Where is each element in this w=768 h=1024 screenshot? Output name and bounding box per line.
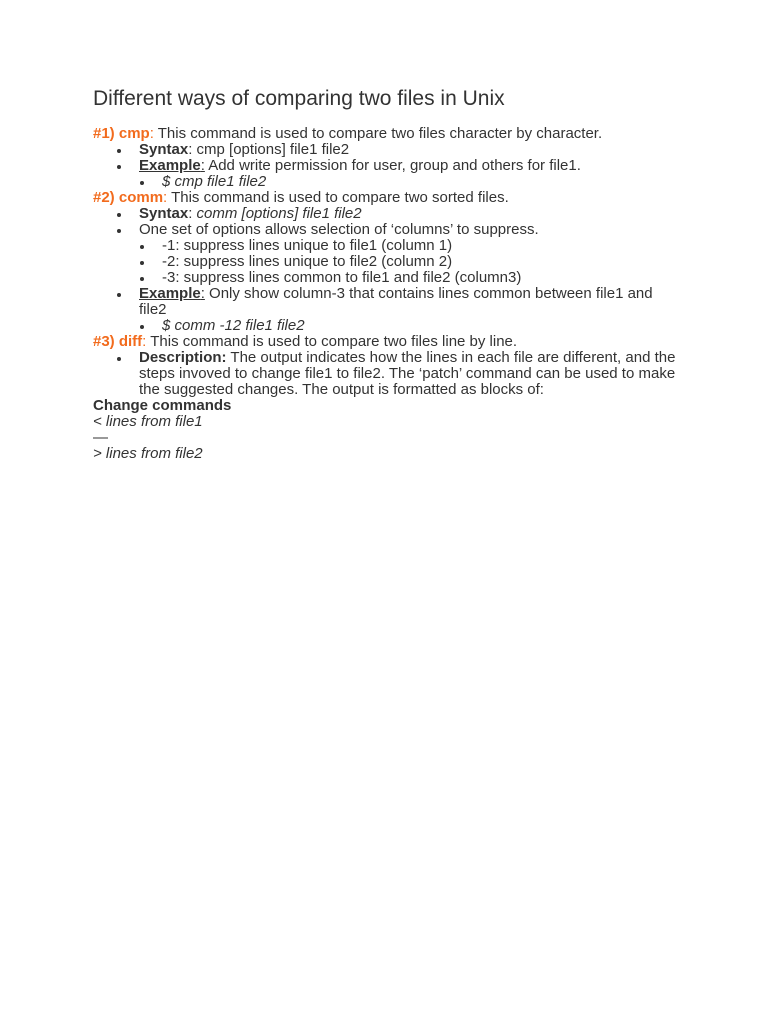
page-title: Different ways of comparing two files in Unix <box>93 87 505 110</box>
comm-label: #2) comm <box>93 189 164 206</box>
diff-intro <box>93 334 683 350</box>
comm-option: -3: suppress lines common to file1 and file2 (column3) <box>162 270 683 286</box>
cmp-intro <box>93 126 683 142</box>
comm-syntax-label: Syntax <box>139 205 189 222</box>
diff-label: #3) diff <box>93 333 143 350</box>
cmp-colon: : <box>149 125 154 142</box>
comm-description: This command is used to compare two sorted files. <box>167 189 509 206</box>
cmp-syntax-label: Syntax <box>139 141 189 158</box>
cmp-syntax-value: cmp [options] file1 file2 <box>192 141 350 158</box>
comm-example-sublist <box>139 318 683 334</box>
comm-example-item <box>139 286 683 334</box>
comm-example-colon: : <box>200 285 205 302</box>
cmp-example-command <box>162 174 683 190</box>
comm-syntax-value: comm [options] file1 file2 <box>192 205 362 222</box>
comm-intro <box>93 190 683 206</box>
comm-example-label: Example <box>139 285 201 302</box>
diff-description-text: The output indicates how the lines in each file are different, and the steps invoved to change file1 to file2. The ‘patch’ command can be used to make the suggested changes. The output is formatted as blocks of: <box>139 349 676 398</box>
document-page <box>93 86 683 462</box>
change-commands-separator: — <box>93 429 108 446</box>
diff-list <box>93 350 683 398</box>
comm-option: -2: suppress lines unique to file2 (column 2) <box>162 254 683 270</box>
comm-colon: : <box>163 189 168 206</box>
cmp-syntax-item <box>139 142 683 158</box>
comm-syntax-item <box>139 206 683 222</box>
cmp-list <box>93 142 683 190</box>
comm-list <box>93 206 683 334</box>
diff-description-label: Description: <box>139 349 227 366</box>
cmp-example-cmd: $ cmp file1 file2 <box>162 173 267 190</box>
cmp-example-sublist <box>139 174 683 190</box>
change-commands-line-file2: > lines from file2 <box>93 445 203 462</box>
comm-example-text: Only show column-3 that contains lines common between file1 and file2 <box>139 285 653 318</box>
cmp-example-label: Example <box>139 157 201 174</box>
comm-syntax-colon: : <box>188 205 193 222</box>
diff-description-item <box>139 350 683 398</box>
comm-options-sublist <box>139 238 683 286</box>
comm-option: -1: suppress lines unique to file1 (column 1) <box>162 238 683 254</box>
cmp-label: #1) cmp <box>93 125 150 142</box>
comm-options-item <box>139 222 683 286</box>
comm-example-command <box>162 318 683 334</box>
change-commands-heading: Change commands <box>93 397 232 414</box>
diff-description: This command is used to compare two files line by line. <box>146 333 518 350</box>
comm-example-cmd: $ comm -12 file1 file2 <box>162 317 305 334</box>
change-commands-line-file1: < lines from file1 <box>93 413 203 430</box>
diff-colon: : <box>142 333 147 350</box>
cmp-example-item <box>139 158 683 190</box>
cmp-example-colon: : <box>200 157 205 174</box>
comm-options-intro: One set of options allows selection of ‘columns’ to suppress. <box>139 221 539 238</box>
cmp-description: This command is used to compare two files character by character. <box>153 125 603 142</box>
cmp-example-text: Add write permission for user, group and others for file1. <box>204 157 581 174</box>
cmp-syntax-colon: : <box>188 141 193 158</box>
